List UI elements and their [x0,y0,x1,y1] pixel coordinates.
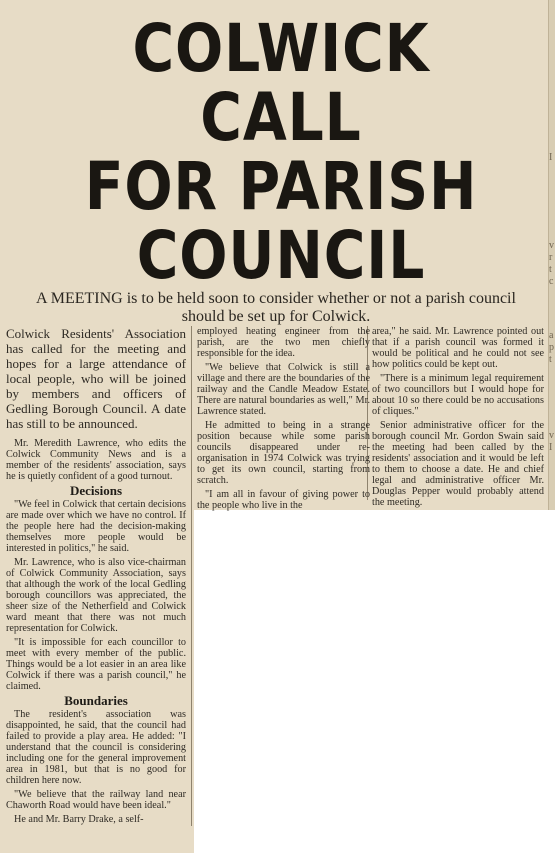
edge-letter: a [549,330,554,341]
paragraph: "It is impossible for each councillor to meet with every member of the public. Things would be a lot easier in an area like Colwick if there was a parish council," he claimed. [6,637,186,692]
paragraph: "There is a minimum legal requirement of two councillors but I would hope for about 10 so there could be no accusations of cliques." [372,373,544,417]
edge-letter: I [549,442,553,453]
edge-letter: c [549,276,554,287]
edge-letter: I [549,152,553,163]
edge-letter: t [549,264,552,275]
paragraph: Senior administrative officer for the borough council Mr. Gordon Swain said the meeting had been called by the residents' association and it would be left to them to choose a date. He and chief legal and administrative officer Mr. Douglas Pepper would probably attend the meeting. [372,420,544,508]
paragraph: Mr. Lawrence, who is also vice-chairman of Colwick Community Association, says that although the work of the local Gedling borough councillors was appreciated, the sheer size of the Netherfield and Colwick ward meant that there was not much representation for Colwick. [6,557,186,634]
column-rule [191,326,192,826]
paragraph: "We feel in Colwick that certain decisions are made over which we have no control. If the people here had the decision-making themselves more people would be interested in politics," he said. [6,499,186,554]
headline-line-3: COUNCIL [136,217,426,294]
paragraph: "We believe that Colwick is still a village and there are the boundaries of the railway and the Candle Meadow Estate. There are natural boundaries as well," Mr. Lawrence stated. [197,362,370,417]
headline-line-2: FOR PARISH [84,148,478,225]
standfirst: A MEETING is to be held soon to consider whether or not a parish council should be set up for Colwick. [36,290,516,325]
paragraph: He and Mr. Barry Drake, a self- [14,814,144,825]
subheading-boundaries: Boundaries [64,693,128,708]
paragraph: "I am all in favour of giving power to the people who live in the [197,489,370,511]
article-column-1 [6,326,186,828]
edge-letter: p [549,342,554,353]
paragraph: The resident's association was disappointed, he said, that the council had failed to provide a play area. He added: "I understand that the council is considering including one for the general improvement area in 1981, but that is no good for children here now. [6,709,186,786]
paragraph: He admitted to being in a strange position because while some parish councils disappeared under re-organisation in 1974 Colwick was trying to get its own council, starting from scratch. [197,420,370,486]
paragraph: employed heating engineer from the parish, are the two men chiefly responsible for the idea. [197,326,370,359]
headline-line-1: COLWICK CALL [132,10,430,156]
paragraph: Mr. Meredith Lawrence, who edits the Colwick Community News and is a member of the residents' association, says he is quietly confident of a good turnout. [6,438,186,482]
edge-letter: r [549,252,553,263]
edge-letter: t [549,354,552,365]
subheading-decisions: Decisions [70,483,122,498]
paragraph: "We believe that the railway land near Chaworth Road would have been ideal." [6,789,186,811]
article-column-2 [197,326,370,514]
paragraph: area," he said. Mr. Lawrence pointed out that if a parish council was formed it would be political and he could not see how politics could be kept out. [372,326,544,370]
article-column-3 [372,326,544,511]
edge-letter: v [549,240,554,251]
lead-paragraph: Colwick Residents' Association has called for the meeting and hopes for a large attendance of local people, who will be joined by members and officers of Gedling Borough Council. A date has still to be announced. [6,326,186,431]
headline [55,10,507,294]
edge-letter: v [549,430,554,441]
